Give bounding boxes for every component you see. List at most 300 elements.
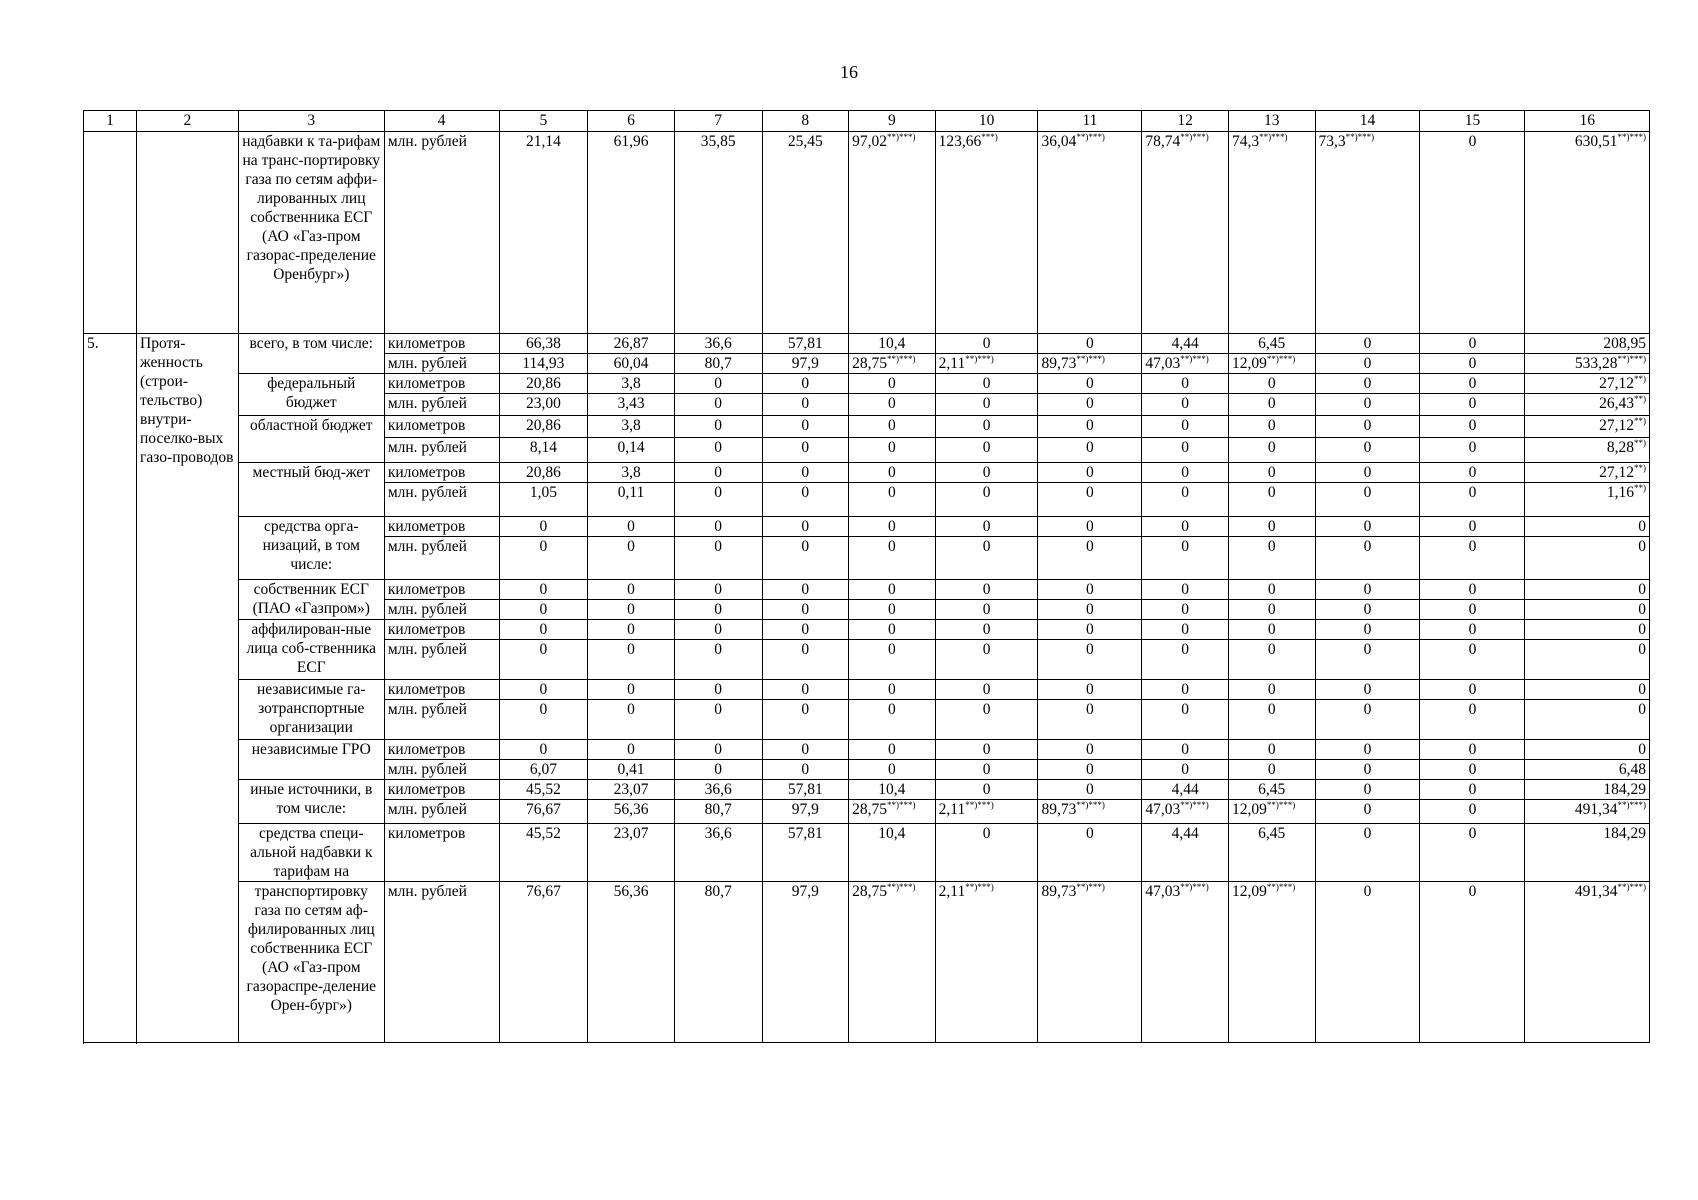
cell-value: 57,81	[787, 825, 823, 842]
footnote-mark: **)***)	[1180, 882, 1209, 892]
cell-value: 0	[982, 825, 991, 842]
cell-value: километров	[387, 335, 466, 352]
cell-value: 0	[887, 701, 896, 718]
value-cell	[849, 354, 936, 374]
unit-cell	[384, 132, 499, 334]
value-cell	[1315, 394, 1420, 416]
cell-value: млн. рублей	[387, 801, 467, 818]
value-cell	[1228, 882, 1315, 1043]
cell-value: 0	[887, 375, 896, 392]
value-cell	[499, 640, 588, 680]
value-cell	[1420, 580, 1525, 600]
cell-value: 0	[1267, 681, 1276, 698]
value-cell	[1038, 640, 1142, 680]
column-header-4: 4	[384, 111, 499, 132]
cell-value: 1,16	[1606, 484, 1634, 501]
cell-value: 61,96	[613, 133, 649, 150]
value-cell	[1142, 132, 1229, 334]
cell-value: 0	[1086, 439, 1094, 456]
cell-value: 26,87	[613, 335, 649, 352]
unit-cell	[384, 416, 499, 438]
cell-value: 0	[801, 621, 810, 638]
cell-value: 0	[1181, 581, 1190, 598]
value-cell	[1228, 517, 1315, 537]
value-cell	[1525, 416, 1650, 438]
data-table	[83, 110, 1650, 1043]
cell-value: 0	[1638, 538, 1646, 555]
cell-value: 47,03	[1145, 355, 1181, 372]
value-cell	[935, 680, 1038, 700]
value-cell	[588, 700, 675, 740]
value-cell	[849, 620, 936, 640]
cell-value: 80,7	[704, 355, 732, 372]
cell-value: 0	[1468, 825, 1477, 842]
cell-value: 0	[982, 518, 991, 535]
cell-value: 0	[1086, 417, 1094, 434]
cell-value: 0	[1086, 621, 1094, 638]
cell-value: 12,09	[1231, 355, 1267, 372]
footnote-mark: **)***)	[965, 882, 994, 892]
cell-value: 35,85	[700, 133, 736, 150]
cell-value: 0	[1267, 375, 1276, 392]
cell-value: 0	[1267, 741, 1276, 758]
cell-value: 491,34	[1574, 801, 1618, 818]
cell-value: 4,44	[1171, 825, 1199, 842]
cell-value: 45,52	[525, 825, 561, 842]
cell-value: 76,67	[525, 801, 561, 818]
cell-value: 0	[539, 641, 548, 658]
value-cell	[849, 760, 936, 780]
value-cell	[588, 800, 675, 824]
value-cell	[674, 132, 762, 334]
value-cell	[674, 416, 762, 438]
cell-value: 0	[1267, 439, 1276, 456]
cell-value: 0	[1363, 883, 1372, 900]
cell-value: 0	[1363, 601, 1372, 618]
table-row	[84, 517, 1650, 537]
cell-value: 0	[1363, 825, 1372, 842]
value-cell	[674, 760, 762, 780]
cell-value: 0	[982, 601, 991, 618]
value-cell	[1142, 800, 1229, 824]
cell-value: 80,7	[704, 801, 732, 818]
column-header-6: 6	[588, 111, 675, 132]
value-cell	[849, 374, 936, 394]
cell-value: 0	[627, 621, 635, 638]
unit-cell	[384, 740, 499, 760]
cell-value: 12,09	[1231, 801, 1267, 818]
cell-value: 0	[982, 335, 991, 352]
unit-cell	[384, 394, 499, 416]
footnote-mark: **)***)	[1180, 132, 1209, 142]
value-cell	[1228, 580, 1315, 600]
value-cell	[1038, 620, 1142, 640]
value-cell	[588, 334, 675, 354]
cell-value: 89,73	[1041, 355, 1077, 372]
cell-value: млн. рублей	[387, 761, 467, 778]
value-cell	[1420, 416, 1525, 438]
row-label	[238, 780, 384, 824]
cell-value: 0	[1363, 355, 1372, 372]
cell-value: 0	[887, 395, 896, 412]
value-cell	[1420, 374, 1525, 394]
value-cell	[588, 760, 675, 780]
cell-value: 0	[801, 761, 810, 778]
value-cell	[762, 463, 849, 483]
cell-value: 0	[1181, 439, 1190, 456]
value-cell	[762, 800, 849, 824]
value-cell	[499, 463, 588, 483]
cell-value: 0	[1468, 741, 1477, 758]
value-cell	[1228, 824, 1315, 882]
value-cell	[1228, 483, 1315, 517]
value-cell	[1315, 824, 1420, 882]
cell-value: млн. рублей	[387, 641, 467, 658]
value-cell	[588, 374, 675, 394]
cell-value: 0	[801, 741, 810, 758]
cell-value: федеральный бюджет	[267, 375, 356, 411]
unit-cell	[384, 463, 499, 483]
cell-value: 36,04	[1041, 133, 1077, 150]
value-cell	[762, 374, 849, 394]
value-cell	[674, 517, 762, 537]
cell-value: 0	[1363, 801, 1372, 818]
value-cell	[1038, 438, 1142, 463]
value-cell	[935, 600, 1038, 620]
value-cell	[674, 700, 762, 740]
value-cell	[1420, 438, 1525, 463]
value-cell	[1142, 374, 1229, 394]
cell-value: 28,75	[852, 355, 887, 372]
cell-value: 0	[801, 518, 810, 535]
footnote-mark: **)***)	[886, 132, 916, 142]
footnote-mark: **)***)	[1617, 354, 1646, 364]
cell-value: 2,11	[938, 355, 966, 372]
cell-value: 0	[714, 417, 723, 434]
cell-value: 0	[714, 741, 723, 758]
value-cell	[588, 438, 675, 463]
cell-value: 0	[714, 581, 723, 598]
page-number: 16	[840, 62, 858, 82]
value-cell	[1525, 740, 1650, 760]
value-cell	[1420, 800, 1525, 824]
value-cell	[1228, 334, 1315, 354]
footnote-mark: **)***)	[1076, 882, 1105, 892]
empty-cell	[84, 132, 137, 334]
cell-value: 89,73	[1041, 801, 1077, 818]
cell-value: 0	[1086, 781, 1094, 798]
unit-cell	[384, 334, 499, 354]
value-cell	[588, 394, 675, 416]
cell-value: 6,45	[1258, 825, 1286, 842]
value-cell	[1142, 580, 1229, 600]
cell-value: 0	[982, 741, 991, 758]
value-cell	[1142, 780, 1229, 800]
value-cell	[1038, 354, 1142, 374]
value-cell	[1038, 800, 1142, 824]
value-cell	[935, 740, 1038, 760]
cell-value: 0	[1638, 621, 1646, 638]
cell-value: 20,86	[525, 375, 561, 392]
value-cell	[849, 394, 936, 416]
cell-value: 0	[1086, 484, 1094, 501]
cell-value: млн. рублей	[387, 538, 467, 555]
cell-value: млн. рублей	[387, 701, 467, 718]
footnote-mark: ***)	[981, 132, 998, 142]
column-header-14: 14	[1315, 111, 1420, 132]
unit-cell	[384, 517, 499, 537]
cell-value: 0	[1086, 375, 1094, 392]
value-cell	[588, 517, 675, 537]
cell-value: 0	[1267, 538, 1276, 555]
row-label	[238, 882, 384, 1043]
value-cell	[588, 680, 675, 700]
cell-value: 0	[1181, 375, 1190, 392]
cell-value: 0	[887, 439, 896, 456]
cell-value: километров	[387, 825, 466, 842]
value-cell	[588, 640, 675, 680]
value-cell	[849, 800, 936, 824]
value-cell	[1228, 374, 1315, 394]
value-cell	[1038, 700, 1142, 740]
cell-value: 0	[1086, 464, 1094, 481]
cell-value: 23,00	[525, 395, 561, 412]
cell-value: 0	[1363, 518, 1372, 535]
value-cell	[1038, 537, 1142, 580]
cell-value: 0	[887, 518, 896, 535]
cell-value: аффилирован-ные лица соб-ственника ЕСГ	[246, 621, 377, 676]
value-cell	[588, 483, 675, 517]
cell-value: километров	[387, 741, 466, 758]
cell-value: 0	[1468, 883, 1477, 900]
cell-value: 3,8	[621, 464, 641, 481]
value-cell	[1525, 483, 1650, 517]
cell-value: 2,11	[938, 883, 966, 900]
cell-value: 0	[539, 538, 548, 555]
cell-value: млн. рублей	[387, 395, 467, 412]
value-cell	[1038, 680, 1142, 700]
value-cell	[499, 780, 588, 800]
value-cell	[849, 700, 936, 740]
value-cell	[1228, 640, 1315, 680]
table-row	[84, 882, 1650, 1043]
cell-value: 0	[1468, 641, 1477, 658]
cell-value: 0	[1181, 518, 1190, 535]
cell-value: 66,38	[525, 335, 561, 352]
value-cell	[1420, 760, 1525, 780]
value-cell	[499, 374, 588, 394]
row-label	[238, 740, 384, 780]
cell-value: 78,74	[1145, 133, 1181, 150]
unit-cell	[384, 800, 499, 824]
row-label	[238, 620, 384, 680]
value-cell	[1142, 517, 1229, 537]
section-number	[84, 334, 137, 1043]
value-cell	[1038, 600, 1142, 620]
cell-value: 0	[1363, 464, 1372, 481]
cell-value: 10,4	[878, 825, 906, 842]
cell-value: 27,12	[1599, 464, 1634, 481]
cell-value: 12,09	[1231, 883, 1267, 900]
cell-value: 0	[1363, 335, 1372, 352]
value-cell	[1038, 882, 1142, 1043]
table-row	[84, 680, 1650, 700]
value-cell	[1420, 882, 1525, 1043]
cell-value: 0	[1267, 395, 1276, 412]
cell-value: 0	[801, 417, 810, 434]
value-cell	[674, 824, 762, 882]
value-cell	[674, 640, 762, 680]
value-cell	[1525, 620, 1650, 640]
cell-value: 0	[1468, 621, 1477, 638]
cell-value: 0	[887, 417, 896, 434]
cell-value: 0	[887, 581, 896, 598]
cell-value: 0	[714, 484, 723, 501]
value-cell	[1315, 800, 1420, 824]
cell-value: 0	[887, 538, 896, 555]
value-cell	[762, 700, 849, 740]
value-cell	[762, 640, 849, 680]
value-cell	[674, 580, 762, 600]
footnote-mark: **)***)	[1076, 132, 1105, 142]
value-cell	[1315, 640, 1420, 680]
unit-cell	[384, 600, 499, 620]
cell-value: 0	[1086, 335, 1094, 352]
cell-value: 0	[539, 581, 548, 598]
cell-value: 57,81	[787, 781, 823, 798]
cell-value: 0	[627, 601, 635, 618]
value-cell	[1525, 580, 1650, 600]
table-row	[84, 463, 1650, 483]
cell-value: 0	[627, 741, 635, 758]
cell-value: 36,6	[704, 825, 732, 842]
value-cell	[935, 800, 1038, 824]
value-cell	[1420, 700, 1525, 740]
cell-value: 0	[1638, 741, 1646, 758]
value-cell	[1038, 780, 1142, 800]
cell-value: 0	[887, 641, 896, 658]
cell-value: 8,28	[1606, 439, 1634, 456]
unit-cell	[384, 438, 499, 463]
cell-value: 97,02	[852, 133, 887, 150]
cell-value: 0	[1267, 518, 1276, 535]
cell-value: 0	[1468, 464, 1477, 481]
value-cell	[1315, 780, 1420, 800]
cell-value: 0	[887, 464, 896, 481]
cell-value: 0	[1267, 484, 1276, 501]
footnote-mark: **)***)	[1617, 132, 1646, 142]
cell-value: 0	[539, 518, 548, 535]
cell-value: 76,67	[525, 883, 561, 900]
cell-value: километров	[387, 621, 466, 638]
row-label	[238, 580, 384, 620]
footnote-mark: **)***)	[1076, 354, 1105, 364]
row-label	[238, 680, 384, 740]
cell-value: 56,36	[613, 883, 649, 900]
value-cell	[762, 132, 849, 334]
value-cell	[935, 394, 1038, 416]
cell-value: 0	[1468, 581, 1477, 598]
value-cell	[674, 438, 762, 463]
cell-value: 0	[801, 681, 810, 698]
cell-value: 20,86	[525, 464, 561, 481]
cell-value: 0	[627, 581, 635, 598]
value-cell	[674, 780, 762, 800]
value-cell	[1038, 740, 1142, 760]
value-cell	[499, 394, 588, 416]
value-cell	[1142, 463, 1229, 483]
value-cell	[1315, 580, 1420, 600]
unit-cell	[384, 354, 499, 374]
value-cell	[499, 580, 588, 600]
value-cell	[1420, 354, 1525, 374]
cell-value: 0	[887, 621, 896, 638]
value-cell	[849, 438, 936, 463]
cell-value: 26,43	[1599, 395, 1634, 412]
value-cell	[849, 882, 936, 1043]
value-cell	[1525, 463, 1650, 483]
cell-value: 0	[1363, 761, 1372, 778]
value-cell	[674, 334, 762, 354]
cell-value: 0	[887, 601, 896, 618]
cell-value: 0	[539, 601, 548, 618]
cell-value: независимые га-зотранспортные организации	[257, 681, 366, 736]
cell-value: километров	[387, 518, 466, 535]
value-cell	[849, 780, 936, 800]
value-cell	[1315, 537, 1420, 580]
value-cell	[935, 824, 1038, 882]
cell-value: 0	[1363, 741, 1372, 758]
value-cell	[588, 354, 675, 374]
footnote-mark: **)	[1634, 483, 1646, 493]
cell-value: 97,9	[791, 883, 819, 900]
cell-value: 0	[1181, 395, 1190, 412]
cell-value: млн. рублей	[387, 484, 467, 501]
cell-value: 10,4	[878, 335, 906, 352]
value-cell	[1038, 483, 1142, 517]
cell-value: 0	[627, 518, 635, 535]
cell-value: 0	[1638, 601, 1646, 618]
value-cell	[1142, 438, 1229, 463]
value-cell	[849, 600, 936, 620]
footnote-mark: **)***)	[1180, 800, 1209, 810]
cell-value: 0	[714, 518, 723, 535]
value-cell	[499, 600, 588, 620]
cell-value: средства орга-низаций, в том числе:	[262, 518, 360, 573]
value-cell	[674, 463, 762, 483]
cell-value: 0	[982, 621, 991, 638]
cell-value: 0	[1468, 395, 1477, 412]
cell-value: 0	[1468, 417, 1477, 434]
unit-cell	[384, 620, 499, 640]
cell-value: 0	[1468, 781, 1477, 798]
value-cell	[935, 537, 1038, 580]
cell-value: 0,14	[617, 439, 645, 456]
cell-value: 0	[801, 395, 810, 412]
cell-value: 208,95	[1603, 335, 1646, 352]
value-cell	[1315, 600, 1420, 620]
value-cell	[1420, 394, 1525, 416]
footnote-mark: **)***)	[886, 354, 916, 364]
value-cell	[762, 600, 849, 620]
cell-value: 0	[1267, 761, 1276, 778]
value-cell	[499, 537, 588, 580]
value-cell	[1525, 760, 1650, 780]
value-cell	[499, 416, 588, 438]
cell-value: 0	[801, 538, 810, 555]
cell-value: млн. рублей	[387, 133, 467, 150]
value-cell	[588, 463, 675, 483]
